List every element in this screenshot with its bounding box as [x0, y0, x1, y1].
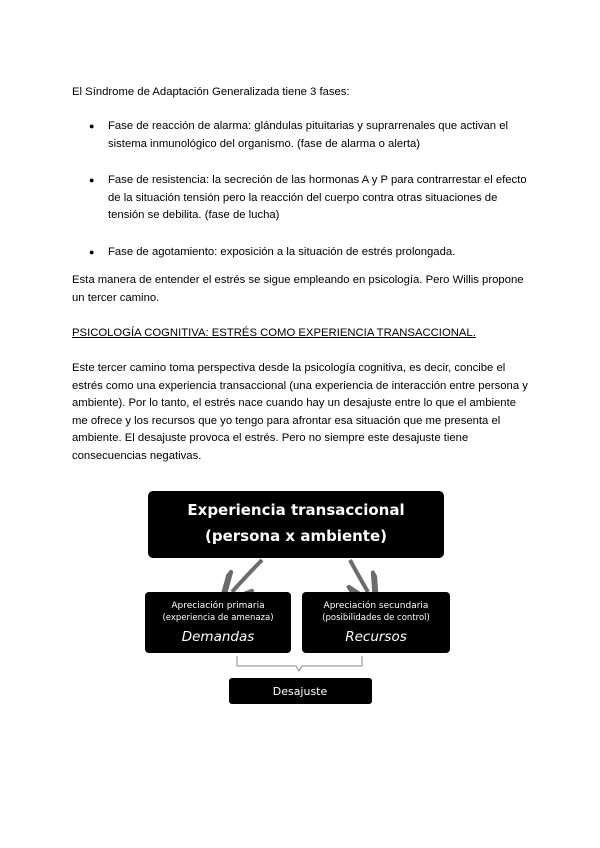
main-box-line2: (persona x ambiente) [205, 527, 387, 545]
paragraph-willis: Esta manera de entender el estrés se sigue empleando en psicología. Pero Willis propone un tercer camino. [72, 274, 524, 304]
right-box-label: Recursos [345, 629, 407, 645]
section-heading: PSICOLOGÍA COGNITIVA: ESTRÉS COMO EXPERIENCIA TRANSACCIONAL. [72, 327, 476, 339]
left-box-label: Demandas [181, 629, 255, 645]
brace-icon [237, 656, 362, 671]
result-box-label: Desajuste [272, 685, 328, 698]
arrow-left-icon [232, 560, 262, 592]
bullet-icon: ● [89, 121, 95, 131]
main-box-line1: Experiencia transaccional [187, 501, 405, 519]
phase-text: Fase de agotamiento: exposición a la situación de estrés prolongada. [108, 245, 456, 258]
right-box-line2: (posibilidades de control) [322, 613, 430, 623]
left-box-line1: Apreciación primaria [171, 601, 265, 611]
arrow-right-icon [350, 560, 368, 592]
left-box-line2: (experiencia de amenaza) [162, 613, 274, 623]
right-box-line1: Apreciación secundaria [323, 601, 429, 611]
phase-text: Fase de reacción de alarma: glándulas pituitarias y suprarrenales que activan el sistema inmunológico del organismo. (fase de alarma o alerta) [108, 120, 509, 150]
bullet-icon: ● [89, 246, 95, 257]
phase-text: Fase de resistencia: la secreción de las hormonas A y P para contrarrestar el efecto de la situación tensión pero la reacción del cuerpo contra otras situaciones de tensión se debilita. (fase de lucha) [108, 174, 527, 221]
paragraph-transactional: Este tercer camino toma perspectiva desde la psicología cognitiva, es decir, concibe el estrés como una experiencia transaccional (una experiencia de interacción entre persona y ambiente). Por lo tanto, el estrés nace cuando hay un desajuste entre lo que el ambiente me ofrece y los recursos que yo tengo para afrontar esa situación que me presenta el ambiente. El desajuste provoca el estrés. Pero no siempre este desajuste tiene consecuencias negativas. [72, 362, 528, 462]
intro-text: El Síndrome de Adaptación Generalizada tiene 3 fases: [72, 86, 350, 98]
bullet-icon: ● [89, 175, 95, 185]
